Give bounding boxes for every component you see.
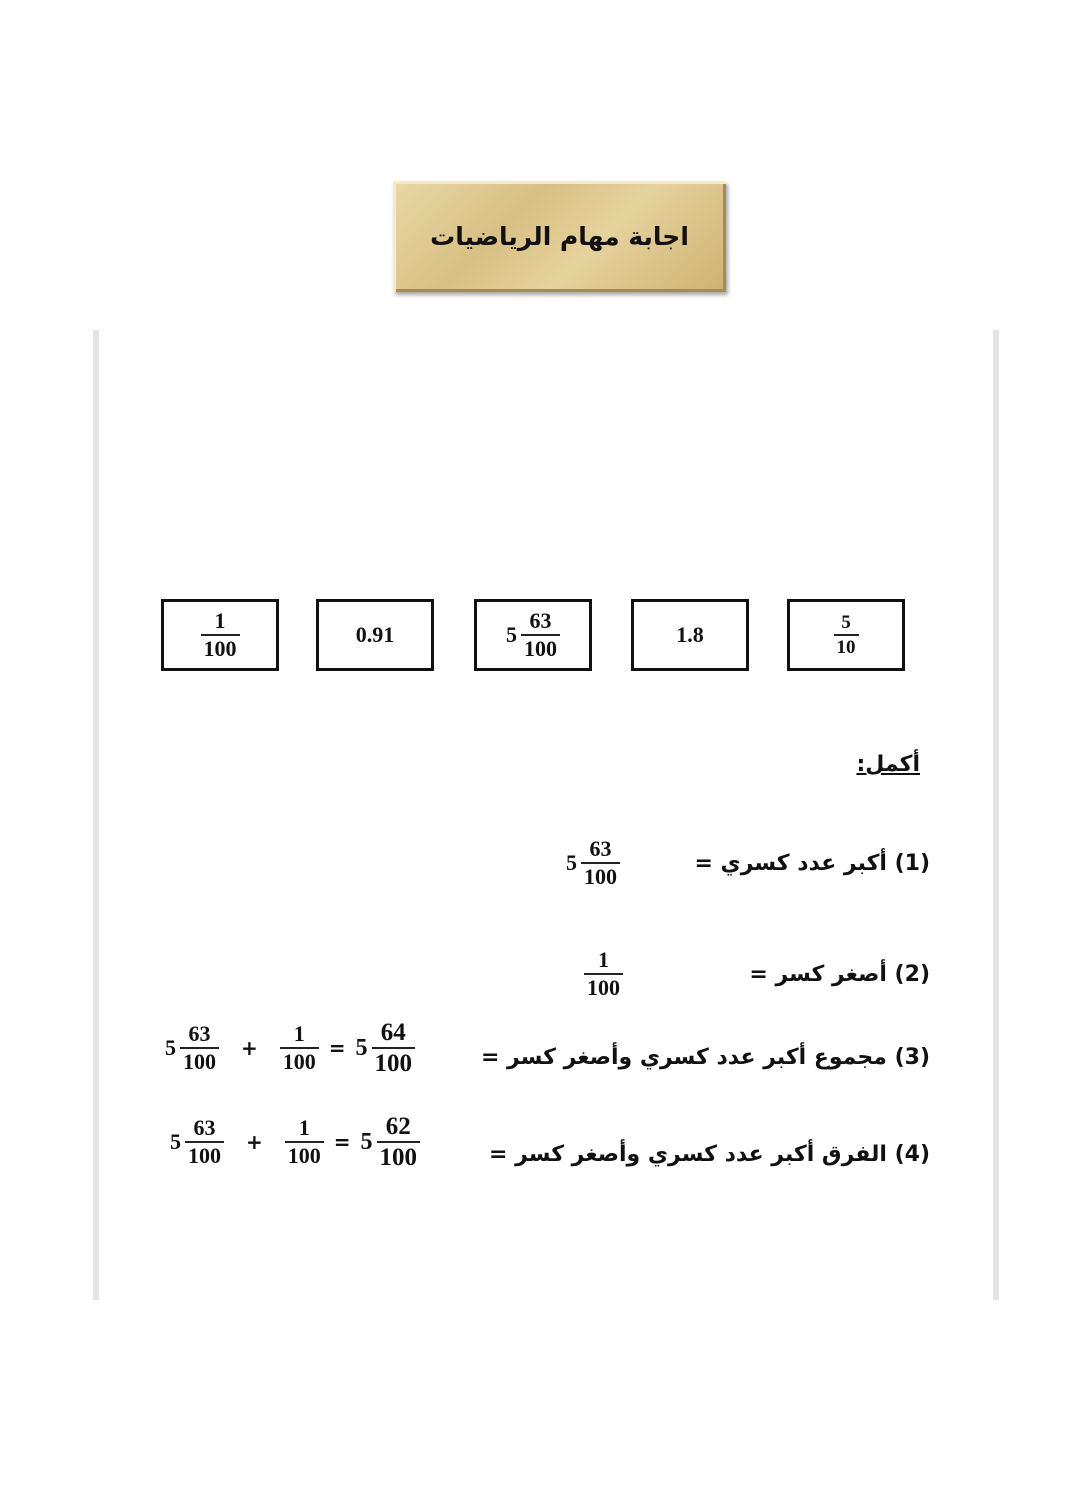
right-margin-rule [993, 330, 999, 1300]
question-3-expression [165, 1020, 415, 1076]
denominator: 100 [183, 1049, 216, 1074]
numerator: 63 [188, 1021, 211, 1046]
title-plate [393, 181, 726, 292]
left-margin-rule [93, 330, 99, 1300]
fraction [280, 1023, 319, 1073]
fraction [581, 838, 620, 888]
plus-operator: + [241, 1036, 258, 1060]
question-4-expression [170, 1114, 420, 1170]
denominator: 10 [836, 637, 856, 658]
complete-heading: أكمل: [856, 752, 920, 777]
numerator: 62 [385, 1113, 411, 1140]
denominator: 100 [584, 864, 617, 889]
numerator: 1 [214, 608, 226, 633]
question-1-text: (1) أكبر عدد كسري = [694, 851, 930, 876]
whole-part: 5 [360, 1128, 373, 1155]
numerator: 63 [193, 1115, 216, 1140]
equals-operator: = [333, 1130, 351, 1154]
numerator: 1 [293, 1021, 305, 1046]
numerator: 1 [298, 1115, 310, 1140]
fraction [285, 1117, 324, 1167]
numerator: 63 [589, 836, 612, 861]
numerator: 5 [841, 612, 851, 633]
numerator: 64 [380, 1019, 406, 1046]
denominator: 100 [203, 636, 237, 661]
fraction [377, 1114, 421, 1170]
denominator: 100 [524, 636, 557, 661]
numerator: 63 [529, 608, 552, 633]
whole-part: 5 [165, 1035, 176, 1060]
number-box-5 [787, 599, 905, 671]
question-3-text: (3) مجموع أكبر عدد كسري وأصغر كسر = [480, 1045, 930, 1070]
decimal-value: 0.91 [355, 622, 395, 647]
question-2-answer [584, 949, 623, 999]
number-box-2 [316, 599, 434, 671]
whole-part: 5 [506, 622, 517, 647]
denominator: 100 [287, 1143, 321, 1168]
decimal-value: 1.8 [676, 622, 704, 647]
question-1-answer [566, 838, 620, 888]
fraction [834, 613, 859, 657]
denominator: 100 [188, 1143, 221, 1168]
denominator: 100 [282, 1049, 316, 1074]
number-box-3 [474, 599, 592, 671]
number-box-1 [161, 599, 279, 671]
number-box-4 [631, 599, 749, 671]
question-2-text: (2) أصغر كسر = [749, 962, 930, 987]
plus-operator: + [246, 1130, 263, 1154]
fraction [584, 949, 623, 999]
denominator: 100 [379, 1144, 418, 1171]
whole-part: 5 [566, 850, 577, 875]
fraction [521, 610, 560, 660]
fraction [372, 1020, 416, 1076]
equals-operator: = [328, 1036, 346, 1060]
question-4-text: (4) الفرق أكبر عدد كسري وأصغر كسر = [489, 1142, 930, 1167]
whole-part: 5 [355, 1034, 368, 1061]
page-title: اجابة مهام الرياضيات [430, 222, 689, 251]
whole-part: 5 [170, 1129, 181, 1154]
denominator: 100 [374, 1050, 413, 1077]
fraction [180, 1023, 219, 1073]
fraction [201, 610, 240, 660]
fraction [185, 1117, 224, 1167]
numerator: 1 [598, 947, 609, 972]
denominator: 100 [587, 975, 620, 1000]
